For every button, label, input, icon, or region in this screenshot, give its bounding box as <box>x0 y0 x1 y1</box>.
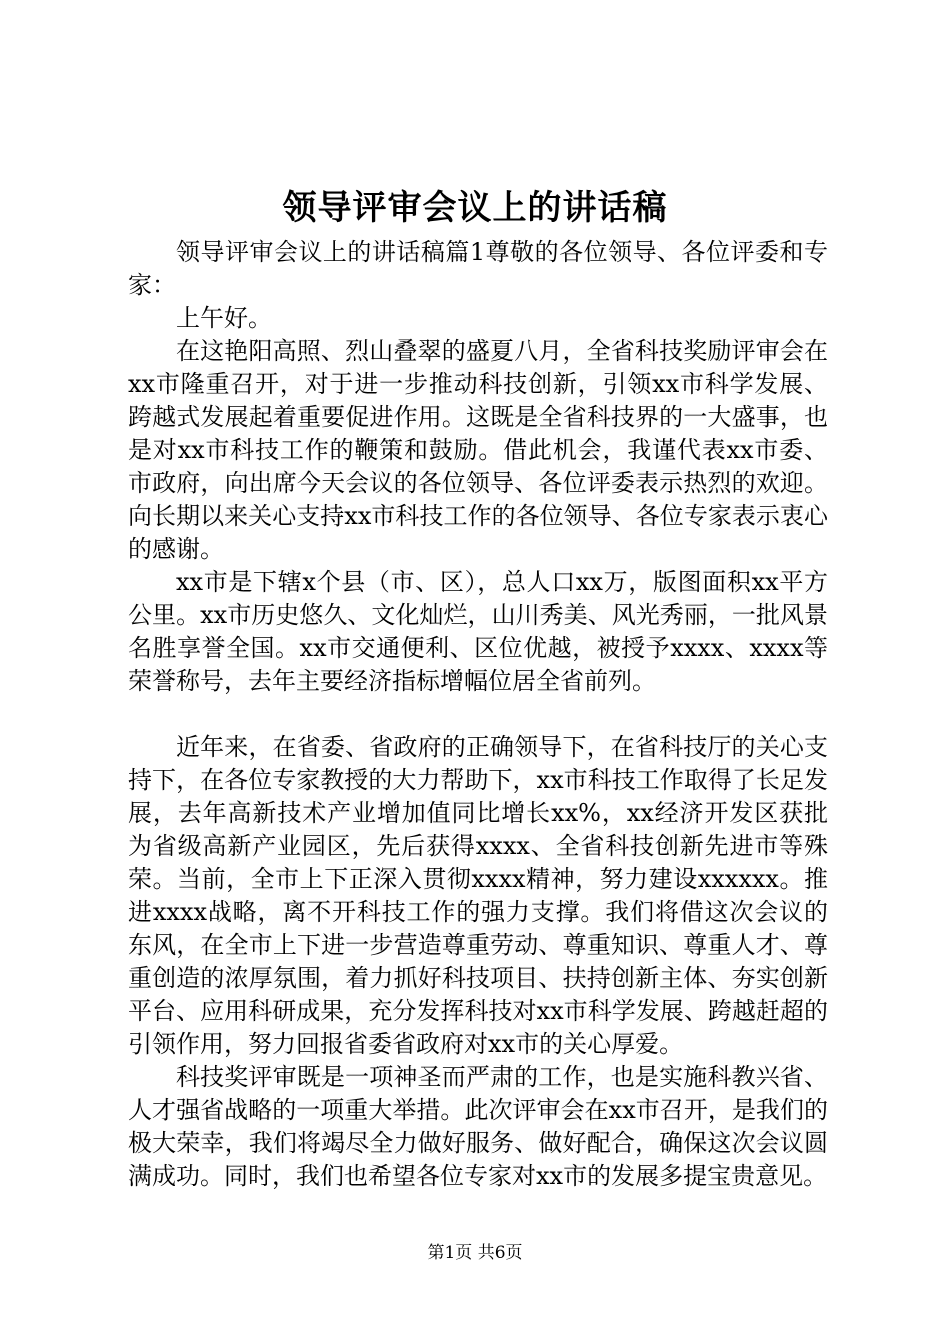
paragraph-closing: 科技奖评审既是一项神圣而严肃的工作，也是实施科教兴省、人才强省战略的一项重大举措。此次评审会在xx市召开，是我们的极大荣幸，我们将竭尽全力做好服务、做好配合，确保这次会议圆满成功。同时，我们也希望各位专家对xx市的发展多提宝贵意见。 <box>128 1063 828 1190</box>
document-body <box>128 236 828 1193</box>
paragraph-welcome: 在这艳阳高照、烈山叠翠的盛夏八月，全省科技奖励评审会在xx市隆重召开，对于进一步推动科技创新，引领xx市科学发展、跨越式发展起着重要促进作用。这既是全省科技界的一大盛事，也是对xx市科技工作的鞭策和鼓励。借此机会，我谨代表xx市委、市政府，向出席今天会议的各位领导、各位评委表示热烈的欢迎。向长期以来关心支持xx市科技工作的各位领导、各位专家表示衷心的感谢。 <box>128 337 828 563</box>
paragraph-city-intro: xx市是下辖x个县（市、区），总人口xx万，版图面积xx平方公里。xx市历史悠久、文化灿烂，山川秀美、风光秀丽，一批风景名胜享誉全国。xx市交通便利、区位优越，被授予xxxx、xxxx等荣誉称号，去年主要经济指标增幅位居全省前列。 <box>128 568 828 695</box>
paragraph-greeting: 领导评审会议上的讲话稿篇1尊敬的各位领导、各位评委和专家： <box>128 238 828 299</box>
paragraph-good-morning: 上午好。 <box>176 304 272 332</box>
document-title: 领导评审会议上的讲话稿 <box>282 188 668 228</box>
paragraph-achievements: 近年来，在省委、省政府的正确领导下，在省科技厅的关心支持下，在各位专家教授的大力帮助下，xx市科技工作取得了长足发展，去年高新技术产业增加值同比增长xx%，xx经济开发区获批为省级高新产业园区，先后获得xxxx、全省科技创新先进市等殊荣。当前，全市上下正深入贯彻xxxx精神，努力建设xxxxxx。推进xxxx战略，离不开科技工作的强力支撑。我们将借这次会议的东风，在全市上下进一步营造尊重劳动、尊重知识、尊重人才、尊重创造的浓厚氛围，着力抓好科技项目、扶持创新主体、夯实创新平台、应用科研成果，充分发挥科技对xx市科学发展、跨越赶超的引领作用，努力回报省委省政府对xx市的关心厚爱。 <box>128 733 828 1058</box>
page-number-footer: 第1页 共6页 <box>427 1243 523 1263</box>
